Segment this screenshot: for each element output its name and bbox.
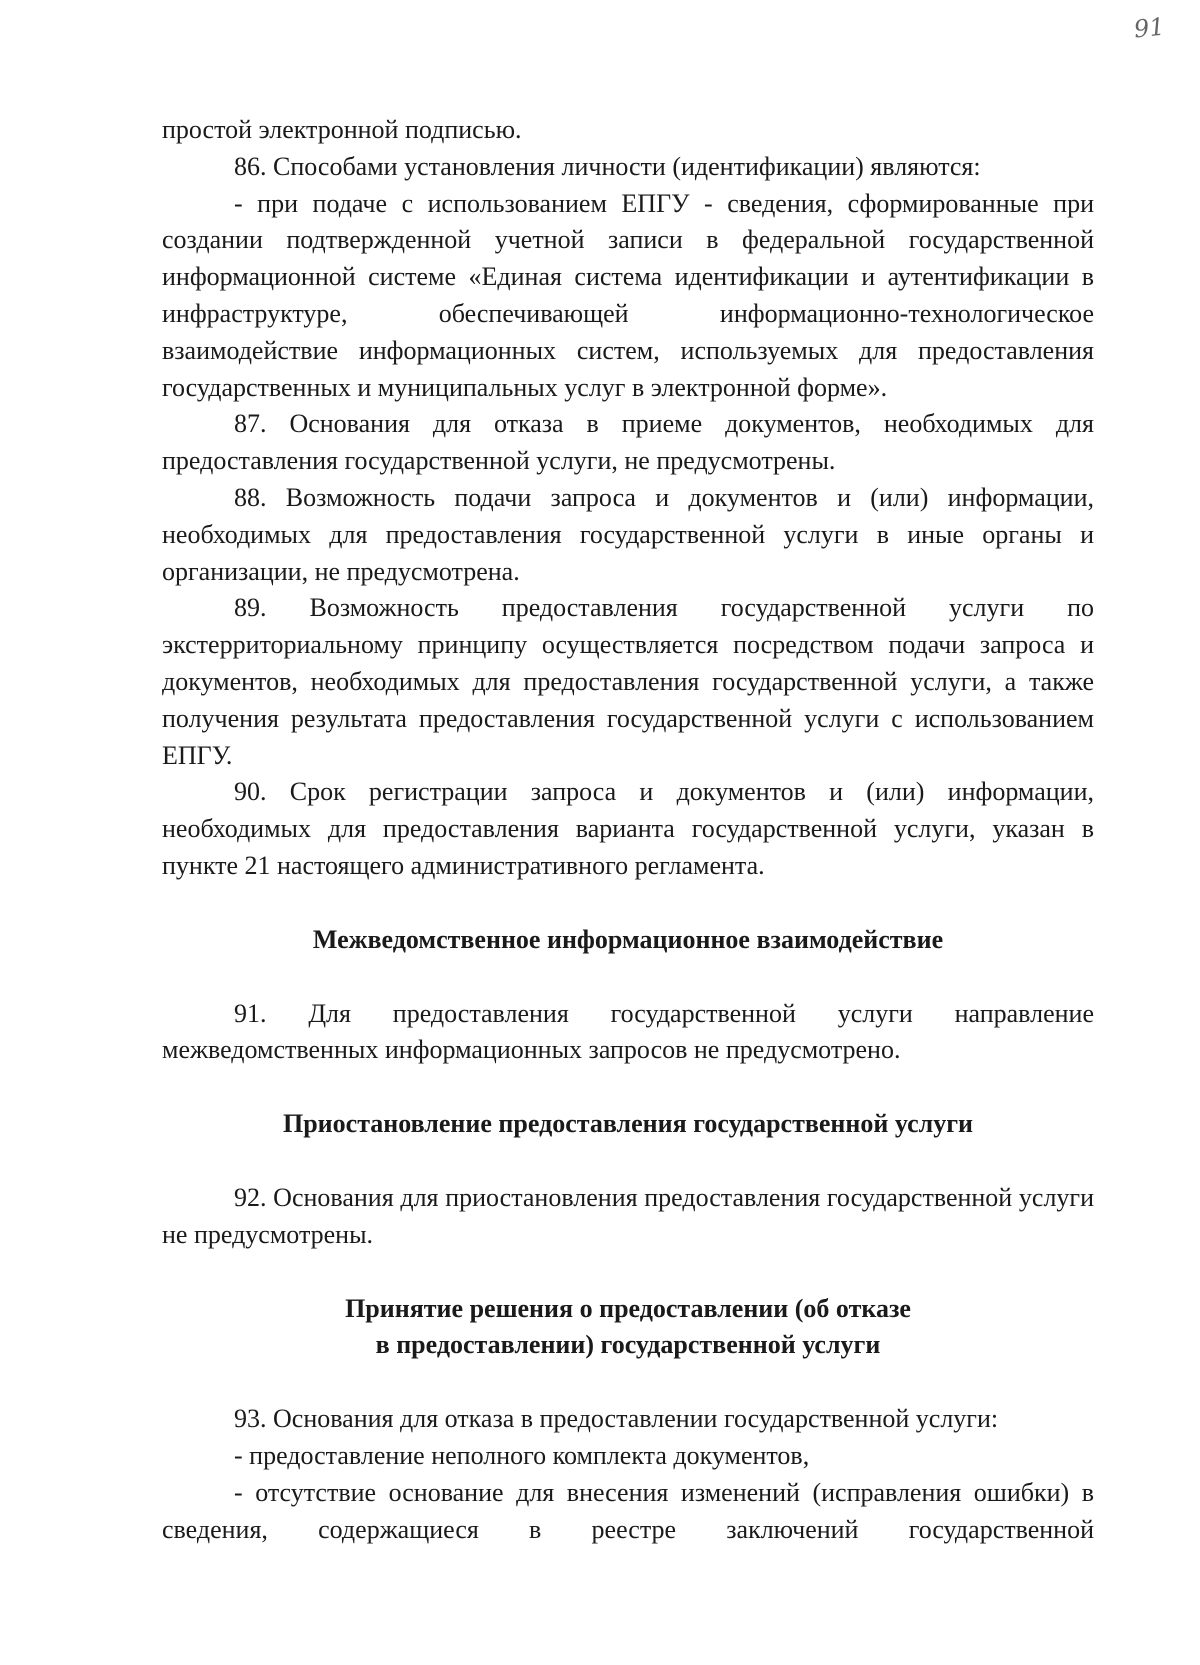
section-gap xyxy=(162,1069,1094,1106)
section-heading-line: Принятие решения о предоставлении (об отказе xyxy=(345,1293,911,1323)
section-heading-line: Приостановление предоставления государственной услуги xyxy=(282,1109,973,1139)
paragraph: 88. Возможность подачи запроса и документов и (или) информации, необходимых для предоставления государственной услуги в иные органы и организации, не предусмотрена. xyxy=(162,482,1094,586)
paragraph: 89. Возможность предоставления государственной услуги по экстерриториальному принципу осуществляется посредством подачи запроса и документов, необходимых для предоставления государственной услуги, а также получения результата предоставления государственной услуги с использованием ЕПГУ. xyxy=(162,593,1094,770)
paragraph: - предоставление неполного комплекта документов, xyxy=(234,1440,810,1470)
section-gap xyxy=(162,1364,1094,1401)
paragraph: простой электронной подписью. xyxy=(162,115,522,144)
section-heading xyxy=(162,1291,1094,1365)
section-gap xyxy=(162,1254,1094,1291)
paragraph: 86. Способами установления личности (идентификации) являются: xyxy=(234,151,981,181)
section-heading xyxy=(162,1106,1094,1143)
paragraph: 91. Для предоставления государственной услуги направление межведомственных информационных запросов не предусмотрено. xyxy=(162,998,1094,1065)
document-body xyxy=(162,112,1094,1548)
paragraph: 87. Основания для отказа в приеме документов, необходимых для предоставления государственной услуги, не предусмотрены. xyxy=(162,409,1094,476)
section-heading-line: в предоставлении) государственной услуги xyxy=(375,1330,881,1360)
section-gap xyxy=(162,959,1094,996)
section-gap xyxy=(162,1143,1094,1180)
paragraph: - отсутствие основание для внесения изменений (исправления ошибки) в сведения, содержащиеся в реестре заключений государственной xyxy=(162,1477,1094,1544)
paragraph: 92. Основания для приостановления предоставления государственной услуги не предусмотрены. xyxy=(162,1182,1094,1249)
section-heading xyxy=(162,922,1094,959)
section-heading-line: Межведомственное информационное взаимодействие xyxy=(312,924,944,954)
paragraph: 93. Основания для отказа в предоставлении государственной услуги: xyxy=(234,1404,999,1434)
section-gap xyxy=(162,885,1094,922)
paragraph: - при подаче с использованием ЕПГУ - сведения, сформированные при создании подтвержденной учетной записи в федеральной государственной информационной системе «Единая система идентификации и аутентификации в инфраструктуре, обеспечивающей информационно-технологическое взаимодействие информационных систем, используемых для предоставления государственных и муниципальных услуг в электронной форме». xyxy=(162,188,1094,402)
page-number: 91 xyxy=(1132,12,1166,44)
paragraph: 90. Срок регистрации запроса и документов и (или) информации, необходимых для предоставления варианта государственной услуги, указан в пункте 21 настоящего административного регламента. xyxy=(162,777,1094,880)
